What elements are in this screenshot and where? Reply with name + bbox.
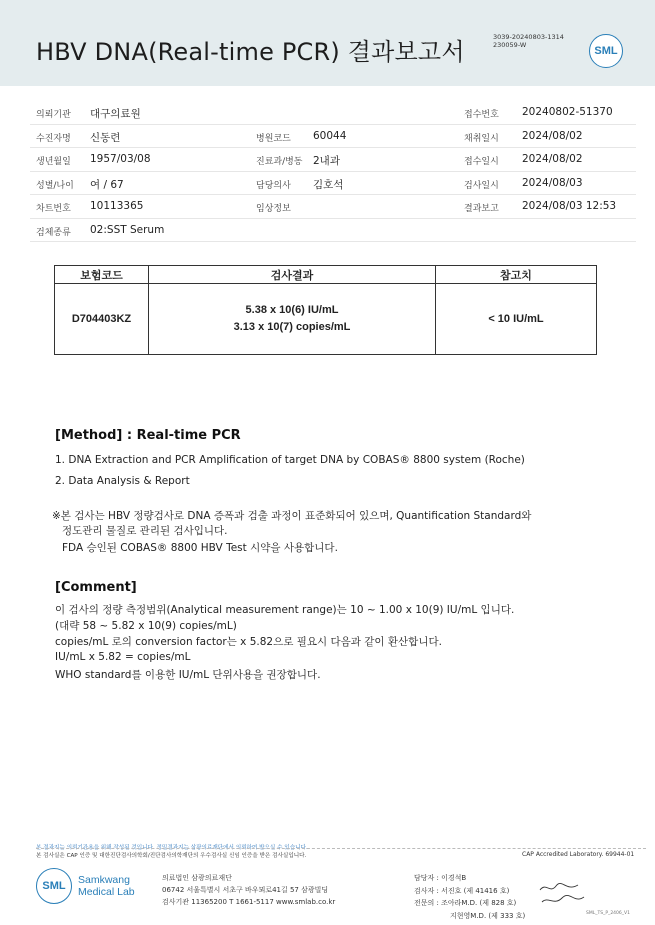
org-address: 06742 서울특별시 서초구 바우뫼로41길 57 삼광빌딩	[162, 886, 329, 894]
sex-age-value: 여 / 67	[90, 178, 124, 191]
patient-label: 수진자명	[36, 133, 71, 144]
footer-brand	[78, 874, 135, 898]
test-date-value: 2024/08/03	[522, 176, 583, 189]
comment-line-2: (대략 58 ~ 5.82 x 10(9) copies/mL)	[55, 620, 237, 632]
report-header	[0, 0, 655, 86]
comment-line-3: copies/mL 로의 conversion factor는 x 5.82으로 필요시 다음과 같이 환산합니다.	[55, 636, 442, 648]
brand-line-1: Samkwang	[78, 874, 130, 886]
org-contact: 검사기관 11365200 T 1661-5117 www.smlab.co.kr	[162, 898, 336, 906]
clinical-label: 임상정보	[256, 204, 291, 214]
signer-specialist-2: 지현영M.D. (제 333 호)	[450, 911, 526, 920]
signature-image	[538, 880, 586, 910]
info-row	[30, 148, 636, 172]
dept-value: 2내과	[313, 155, 340, 167]
chart-label: 차트번호	[36, 204, 71, 214]
report-value: 2024/08/03 12:53	[522, 200, 617, 212]
doctor-label: 담당의사	[256, 180, 291, 191]
specimen-value: 02:SST Serum	[90, 223, 165, 236]
comment-title: [Comment]	[55, 580, 137, 595]
cap-accreditation: CAP Accredited Laboratory. 69944-01	[522, 851, 635, 858]
col-insurance-code: 보험코드	[55, 266, 149, 284]
result-header-row	[55, 266, 597, 284]
footer-signers	[414, 872, 525, 922]
report-title: HBV DNA(Real-time PCR) 결과보고서	[36, 38, 465, 66]
info-row	[30, 219, 636, 243]
comment-line-5: WHO standard를 이용한 IU/mL 단위사용을 권장합니다.	[55, 669, 321, 681]
test-date-label: 검사일시	[464, 180, 499, 191]
method-note-1: ※본 검사는 HBV 정량검사로 DNA 증폭과 검출 과정이 표준화되어 있으며, Quantification Standard와	[52, 510, 532, 522]
col-test-result: 검사결과	[149, 266, 436, 284]
patient-info	[30, 101, 636, 242]
footer-divider	[36, 848, 646, 849]
receipt-no-label: 접수번호	[464, 110, 499, 120]
dept-label: 진료과/병동	[256, 157, 303, 167]
doc-code-line-2: 230059-W	[493, 41, 527, 49]
test-result-cell	[149, 284, 436, 355]
col-reference: 참고치	[436, 266, 597, 284]
method-item-1: 1. DNA Extraction and PCR Amplification of target DNA by COBAS® 8800 system (Roche)	[55, 454, 525, 466]
document-code	[493, 33, 564, 49]
method-item-2: 2. Data Analysis & Report	[55, 475, 190, 487]
signer-tester: 검사자 : 서진호 (제 41416 호)	[414, 886, 510, 895]
comment-line-1: 이 검사의 정량 측정범위(Analytical measurement range)는 10 ~ 1.00 x 10(9) IU/mL 입니다.	[55, 604, 515, 616]
info-row	[30, 125, 636, 149]
insurance-code-cell: D704403KZ	[55, 284, 149, 355]
collect-date-label: 채취일시	[464, 133, 499, 144]
patient-value: 신동련	[90, 131, 121, 144]
doc-code-line-1: 3039-20240803-1314	[493, 33, 564, 41]
form-number: SML_TS_P_2406_V1	[586, 911, 630, 916]
result-iu: 5.38 x 10(6) IU/mL	[245, 304, 339, 316]
method-title: [Method] : Real-time PCR	[55, 428, 241, 443]
receipt-no-value: 20240802-51370	[522, 106, 613, 118]
footer-notice-1: 본 결과지는 의뢰기관용을 위해 작성된 것입니다. 정밀결과지는 삼광의료재단에서 의뢰하여 받으실 수 있습니다.	[36, 845, 308, 851]
sml-logo: SML	[589, 34, 623, 68]
result-table	[54, 265, 597, 355]
institution-label: 의뢰기관	[36, 110, 71, 120]
result-row	[55, 284, 597, 355]
receive-date-value: 2024/08/02	[522, 153, 583, 165]
signer-manager: 담당자 : 이경석B	[414, 874, 467, 882]
report-label: 결과보고	[464, 204, 499, 214]
result-copies: 3.13 x 10(7) copies/mL	[233, 321, 351, 333]
collect-date-value: 2024/08/02	[522, 129, 583, 142]
method-note-2: 정도관리 물질로 관리된 검사입니다.	[62, 525, 228, 537]
info-row	[30, 172, 636, 196]
institution-value: 대구의료원	[90, 108, 141, 120]
sex-age-label: 성별/나이	[36, 180, 74, 191]
comment-line-4: IU/mL x 5.82 = copies/mL	[55, 651, 191, 663]
receive-date-label: 접수일시	[464, 157, 499, 167]
hospital-code-value: 60044	[313, 129, 347, 142]
doctor-value: 김호석	[313, 178, 344, 191]
org-name: 의료법인 삼광의료재단	[162, 874, 232, 882]
specimen-label: 검체종류	[36, 227, 71, 238]
footer-notice-2: 본 검사실은 CAP 인증 및 대한진단검사의학회/진단검사의학재단의 우수검사실 신임 인증을 받은 검사실입니다.	[36, 853, 307, 859]
footer-org-info	[162, 872, 335, 908]
info-row	[30, 101, 636, 125]
signer-specialist-1: 전문의 : 조아라M.D. (제 828 호)	[414, 899, 517, 907]
chart-value: 10113365	[90, 200, 144, 212]
dob-label: 생년월일	[36, 157, 71, 167]
info-row	[30, 195, 636, 219]
footer-sml-logo: SML	[36, 868, 72, 904]
brand-line-2: Medical Lab	[78, 886, 135, 898]
reference-cell: < 10 IU/mL	[436, 284, 597, 355]
method-note-3: FDA 승인된 COBAS® 8800 HBV Test 시약을 사용합니다.	[62, 542, 338, 554]
hospital-code-label: 병원코드	[256, 133, 291, 144]
dob-value: 1957/03/08	[90, 153, 151, 165]
